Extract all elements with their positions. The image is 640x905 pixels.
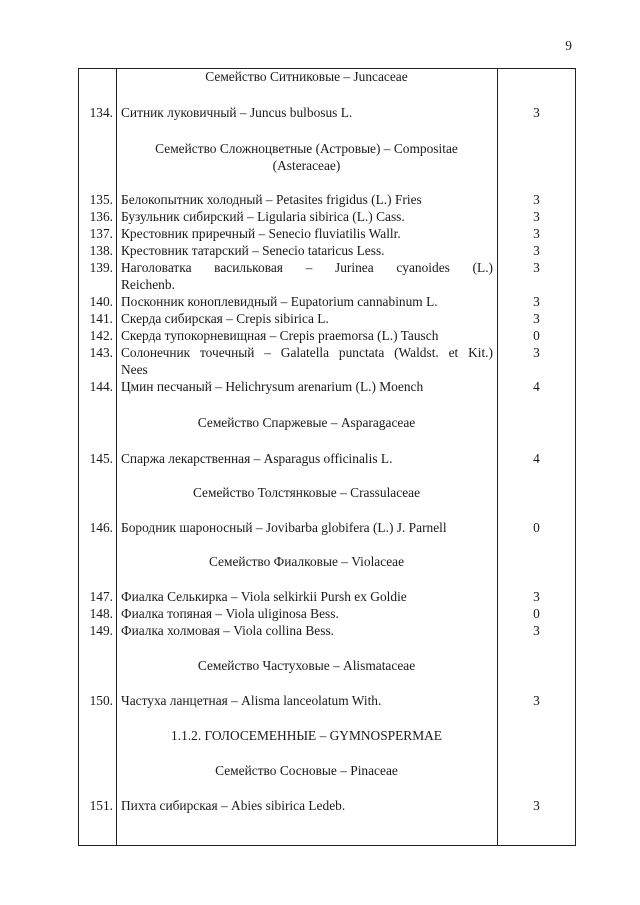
table-row	[78, 191, 576, 208]
family-heading-violaceae: Семейство Фиалковые – Violaceae	[208, 554, 405, 569]
species-name: Фиалка Селькирка – Viola selkirkii Pursh ex Goldie	[121, 589, 407, 604]
status-score: 3	[533, 105, 540, 120]
family-heading-asparagaceae: Семейство Спаржевые – Asparagaceae	[197, 415, 416, 430]
table-row	[78, 622, 576, 639]
row-number: 135.	[89, 192, 113, 207]
family-heading-alismataceae: Семейство Частуховые – Alismataceae	[197, 658, 416, 673]
table-row	[78, 242, 576, 259]
table-row-continuation	[78, 276, 576, 293]
table-row	[78, 797, 576, 814]
species-name: Скерда сибирская – Crepis sibirica L.	[121, 311, 329, 326]
species-name: Солонечник точечный – Galatella punctata (Waldst. et Kit.)	[121, 345, 493, 360]
row-number: 147.	[89, 589, 113, 604]
table-row	[78, 104, 576, 121]
status-score: 3	[533, 798, 540, 813]
status-score: 3	[533, 693, 540, 708]
table-row	[78, 519, 576, 536]
row-number: 144.	[89, 379, 113, 394]
row-number: 151.	[89, 798, 113, 813]
species-name: Бородник шароносный – Jovibarba globifera (L.) J. Parnell	[121, 520, 447, 535]
status-score: 4	[533, 451, 540, 466]
table-row	[78, 293, 576, 310]
status-score: 3	[533, 294, 540, 309]
table-row	[78, 588, 576, 605]
family-heading-compositae-alt: (Asteraceae)	[272, 158, 341, 173]
family-heading-crassulaceae: Семейство Толстянковые – Crassulaceae	[192, 485, 421, 500]
table-row-continuation	[78, 361, 576, 378]
page-number: 9	[565, 38, 572, 53]
status-score: 3	[533, 260, 540, 275]
table-row	[78, 225, 576, 242]
species-name-continuation: Nees	[121, 362, 148, 377]
species-name: Фиалка топяная – Viola uliginosa Bess.	[121, 606, 339, 621]
family-heading-compositae: Семейство Сложноцветные (Астровые) – Compositae	[155, 141, 458, 156]
row-number: 139.	[89, 260, 113, 275]
status-score: 3	[533, 345, 540, 360]
row-number: 136.	[89, 209, 113, 224]
species-name: Наголоватка васильковая – Jurinea cyanoides (L.)	[121, 260, 493, 275]
row-number: 142.	[89, 328, 113, 343]
status-score: 0	[533, 328, 540, 343]
species-name: Крестовник татарский – Senecio tataricus Less.	[121, 243, 385, 258]
species-name: Бузульник сибирский – Ligularia sibirica (L.) Cass.	[121, 209, 405, 224]
row-number: 149.	[89, 623, 113, 638]
table-row	[78, 327, 576, 344]
row-number: 143.	[89, 345, 113, 360]
row-number: 150.	[89, 693, 113, 708]
family-heading-pinaceae: Семейство Сосновые – Pinaceae	[215, 763, 398, 778]
species-name: Посконник коноплевидный – Eupatorium cannabinum L.	[121, 294, 438, 309]
row-number: 134.	[89, 105, 113, 120]
species-name: Крестовник приречный – Senecio fluviatilis Wallr.	[121, 226, 401, 241]
table-row	[78, 605, 576, 622]
table-row	[78, 259, 576, 276]
status-score: 3	[533, 311, 540, 326]
table-row	[78, 310, 576, 327]
species-name-continuation: Reichenb.	[121, 277, 175, 292]
status-score: 4	[533, 379, 540, 394]
species-name: Ситник луковичный – Juncus bulbosus L.	[121, 105, 353, 120]
species-name: Цмин песчаный – Helichrysum arenarium (L.) Moench	[121, 379, 424, 394]
status-score: 0	[533, 520, 540, 535]
table-row	[78, 450, 576, 467]
section-heading-gymnospermae: 1.1.2. ГОЛОСЕМЕННЫЕ – GYMNOSPERMAE	[171, 728, 442, 743]
species-name: Пихта сибирская – Abies sibirica Ledeb.	[121, 798, 346, 813]
row-number: 141.	[89, 311, 113, 326]
status-score: 3	[533, 589, 540, 604]
species-name: Спаржа лекарственная – Asparagus officinalis L.	[121, 451, 393, 466]
row-number: 148.	[89, 606, 113, 621]
status-score: 3	[533, 192, 540, 207]
table-row	[78, 692, 576, 709]
status-score: 3	[533, 226, 540, 241]
species-name: Фиалка холмовая – Viola collina Bess.	[121, 623, 335, 638]
table-row	[78, 208, 576, 225]
status-score: 3	[533, 209, 540, 224]
row-number: 146.	[89, 520, 113, 535]
row-number: 140.	[89, 294, 113, 309]
table-row	[78, 378, 576, 395]
row-number: 137.	[89, 226, 113, 241]
row-number: 145.	[89, 451, 113, 466]
status-score: 3	[533, 623, 540, 638]
status-score: 3	[533, 243, 540, 258]
status-score: 0	[533, 606, 540, 621]
species-name: Частуха ланцетная – Alisma lanceolatum With.	[121, 693, 382, 708]
table-row	[78, 344, 576, 361]
family-heading-juncaceae: Семейство Ситниковые – Juncaceae	[205, 69, 408, 84]
species-name: Белокопытник холодный – Petasites frigidus (L.) Fries	[121, 192, 422, 207]
row-number: 138.	[89, 243, 113, 258]
species-name: Скерда тупокорневищная – Crepis praemorsa (L.) Tausch	[121, 328, 439, 343]
